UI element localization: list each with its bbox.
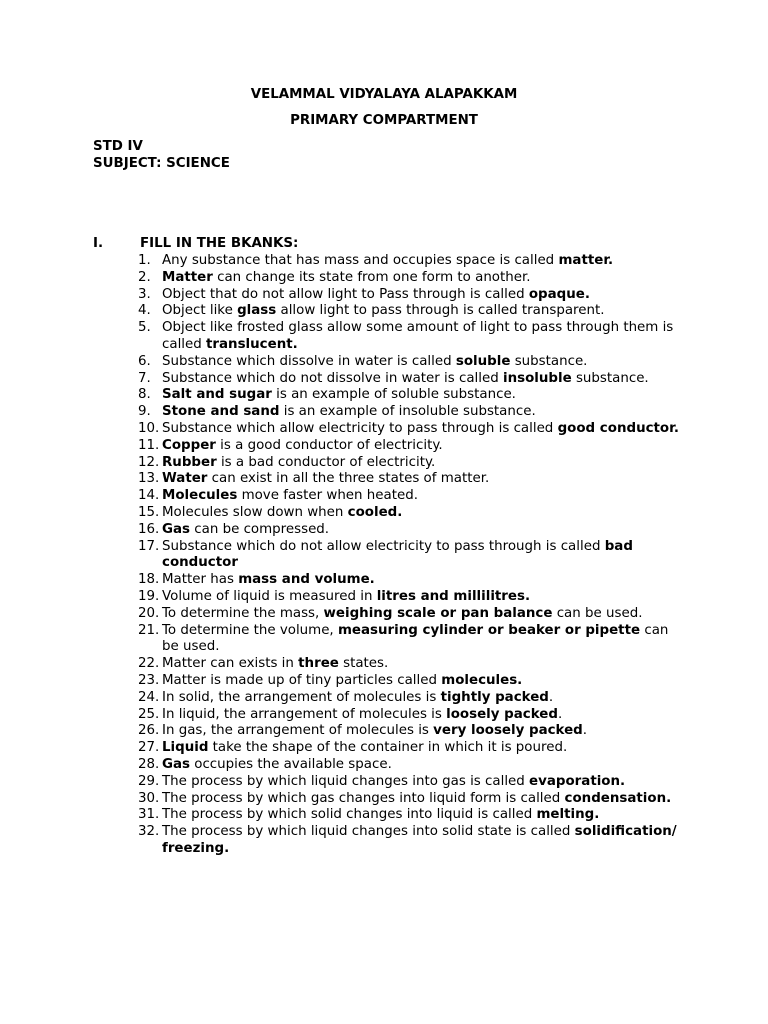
item-text bbox=[162, 320, 673, 352]
answer-text: opaque. bbox=[528, 286, 590, 302]
item-number: 2. bbox=[138, 269, 151, 285]
item-number: 5. bbox=[138, 320, 151, 336]
item-number: 6. bbox=[138, 353, 151, 369]
list-item bbox=[138, 287, 683, 304]
item-text bbox=[162, 824, 677, 856]
question-text: can exist in all the three states of matter. bbox=[207, 471, 490, 487]
question-text: take the shape of the container in which it is poured. bbox=[208, 740, 568, 756]
question-text: To determine the mass, bbox=[162, 605, 324, 621]
item-text bbox=[162, 303, 605, 318]
item-text bbox=[162, 404, 536, 419]
answer-text: Molecules bbox=[162, 488, 238, 504]
list-item bbox=[138, 757, 683, 774]
answer-text: Copper bbox=[162, 437, 216, 453]
question-text: move faster when heated. bbox=[237, 488, 418, 504]
question-text: substance. bbox=[510, 353, 588, 369]
item-text bbox=[162, 791, 671, 806]
item-number: 11. bbox=[138, 437, 160, 453]
item-number: 14. bbox=[138, 488, 160, 504]
question-text: The process by which liquid changes into solid state is called bbox=[162, 824, 575, 840]
question-text: Substance which do not dissolve in water is called bbox=[162, 370, 503, 386]
item-number: 30. bbox=[138, 790, 160, 806]
item-number: 3. bbox=[138, 286, 151, 302]
answer-text: three bbox=[298, 656, 339, 672]
question-text: substance. bbox=[571, 370, 649, 386]
list-item bbox=[138, 421, 683, 438]
item-number: 22. bbox=[138, 656, 160, 672]
question-text: is an example of insoluble substance. bbox=[279, 404, 536, 420]
question-text: Molecules slow down when bbox=[162, 504, 348, 520]
question-text: can be used. bbox=[552, 605, 643, 621]
list-item bbox=[138, 774, 683, 791]
item-number: 23. bbox=[138, 672, 160, 688]
item-number: 32. bbox=[138, 824, 160, 840]
list-item bbox=[138, 488, 683, 505]
list-item bbox=[138, 807, 683, 824]
list-item bbox=[138, 320, 683, 354]
item-number: 13. bbox=[138, 471, 160, 487]
answer-text: litres and millilitres. bbox=[376, 588, 531, 604]
question-text: can be compressed. bbox=[190, 521, 330, 537]
list-item bbox=[138, 572, 683, 589]
item-text bbox=[162, 707, 562, 722]
list-item bbox=[138, 623, 683, 657]
item-number: 16. bbox=[138, 521, 160, 537]
item-number: 17. bbox=[138, 538, 160, 554]
answer-text: bad conductor bbox=[162, 538, 633, 571]
item-text bbox=[162, 287, 590, 302]
list-item bbox=[138, 404, 683, 421]
list-item bbox=[138, 253, 683, 270]
answer-text: evaporation. bbox=[529, 773, 626, 789]
item-number: 12. bbox=[138, 454, 160, 470]
item-text bbox=[162, 740, 567, 755]
item-text bbox=[162, 421, 679, 436]
item-text bbox=[162, 371, 649, 386]
section-number: I. bbox=[93, 236, 104, 251]
item-text bbox=[162, 438, 443, 453]
question-text: Substance which dissolve in water is called bbox=[162, 353, 456, 369]
list-item bbox=[138, 438, 683, 455]
question-text: Object like bbox=[162, 303, 238, 319]
question-text: Object that do not allow light to Pass through is called bbox=[162, 286, 529, 302]
item-number: 4. bbox=[138, 303, 151, 319]
answer-text: Gas bbox=[162, 756, 190, 772]
answer-text: Water bbox=[162, 471, 208, 487]
answer-text: tightly packed bbox=[440, 689, 549, 705]
answer-text: Rubber bbox=[162, 454, 217, 470]
item-number: 21. bbox=[138, 622, 160, 638]
answer-text: measuring cylinder or beaker or pipette bbox=[337, 622, 641, 638]
question-text: Matter can exists in bbox=[162, 656, 299, 672]
item-text bbox=[162, 673, 522, 688]
answer-text: insoluble bbox=[503, 370, 572, 386]
question-text: In solid, the arrangement of molecules is bbox=[162, 689, 441, 705]
item-text bbox=[162, 455, 435, 470]
question-text: Matter has bbox=[162, 572, 239, 588]
answer-text: molecules. bbox=[441, 672, 523, 688]
answer-text: mass and volume. bbox=[238, 572, 375, 588]
question-text: In liquid, the arrangement of molecules is bbox=[162, 706, 447, 722]
answer-text: solidification/ freezing. bbox=[162, 824, 677, 856]
std-label: STD IV bbox=[93, 139, 143, 154]
item-number: 28. bbox=[138, 756, 160, 772]
list-item bbox=[138, 522, 683, 539]
item-number: 26. bbox=[138, 723, 160, 739]
list-item bbox=[138, 354, 683, 371]
item-text bbox=[162, 253, 613, 268]
question-text: is an example of soluble substance. bbox=[271, 387, 516, 403]
answer-text: matter. bbox=[558, 253, 614, 268]
item-text bbox=[162, 589, 530, 604]
item-text bbox=[162, 656, 388, 671]
answer-text: glass bbox=[237, 303, 277, 319]
answer-text: weighing scale or pan balance bbox=[323, 605, 553, 621]
list-item bbox=[138, 740, 683, 757]
question-text: can change its state from one form to another. bbox=[212, 269, 531, 285]
item-text bbox=[162, 723, 587, 738]
list-item bbox=[138, 387, 683, 404]
answer-text: translucent. bbox=[206, 336, 298, 352]
school-name: VELAMMAL VIDYALAYA ALAPAKKAM bbox=[250, 87, 518, 102]
item-text bbox=[162, 522, 329, 537]
item-number: 31. bbox=[138, 807, 160, 823]
answer-text: Gas bbox=[162, 521, 190, 537]
list-item bbox=[138, 824, 683, 858]
list-item bbox=[138, 656, 683, 673]
answer-text: good conductor. bbox=[557, 420, 679, 436]
question-text: states. bbox=[338, 656, 389, 672]
answer-text: loosely packed bbox=[446, 706, 558, 722]
item-number: 15. bbox=[138, 504, 160, 520]
item-number: 1. bbox=[138, 253, 151, 268]
item-text bbox=[162, 572, 375, 587]
question-text: Substance which do not allow electricity to pass through is called bbox=[162, 538, 605, 554]
item-text bbox=[162, 471, 489, 486]
answer-text: Liquid bbox=[162, 740, 209, 756]
list-item bbox=[138, 505, 683, 522]
list-item bbox=[138, 455, 683, 472]
answer-text: Stone and sand bbox=[162, 404, 280, 420]
answer-text: cooled. bbox=[347, 504, 403, 520]
list-item bbox=[138, 303, 683, 320]
question-text: The process by which gas changes into liquid form is called bbox=[162, 790, 565, 806]
item-text bbox=[162, 606, 642, 621]
subject-label: SUBJECT: SCIENCE bbox=[93, 156, 230, 171]
answer-text: melting. bbox=[536, 807, 600, 823]
item-text bbox=[162, 387, 516, 402]
item-number: 29. bbox=[138, 773, 160, 789]
list-item bbox=[138, 723, 683, 740]
question-text: The process by which liquid changes into gas is called bbox=[162, 773, 530, 789]
list-item bbox=[138, 690, 683, 707]
question-text: Substance which allow electricity to pass through is called bbox=[162, 420, 558, 436]
item-number: 18. bbox=[138, 572, 160, 588]
item-text bbox=[162, 488, 418, 503]
question-text: The process by which solid changes into liquid is called bbox=[162, 807, 537, 823]
list-item bbox=[138, 791, 683, 808]
list-item bbox=[138, 589, 683, 606]
question-text: In gas, the arrangement of molecules is bbox=[162, 723, 434, 739]
question-text: allow light to pass through is called transparent. bbox=[276, 303, 605, 319]
question-text: is a bad conductor of electricity. bbox=[216, 454, 436, 470]
section-title: FILL IN THE BKANKS: bbox=[140, 236, 299, 251]
item-number: 24. bbox=[138, 689, 160, 705]
item-number: 27. bbox=[138, 740, 160, 756]
item-text bbox=[162, 807, 599, 822]
compartment-title: PRIMARY COMPARTMENT bbox=[290, 113, 478, 128]
list-item bbox=[138, 606, 683, 623]
question-text: Matter is made up of tiny particles called bbox=[162, 672, 442, 688]
item-number: 9. bbox=[138, 404, 151, 420]
item-number: 20. bbox=[138, 605, 160, 621]
list-item bbox=[138, 471, 683, 488]
answer-text: Salt and sugar bbox=[162, 387, 272, 403]
list-item bbox=[138, 707, 683, 724]
item-text bbox=[162, 354, 587, 369]
question-text: Any substance that has mass and occupies space is called bbox=[162, 253, 559, 268]
answer-text: Matter bbox=[162, 269, 213, 285]
item-number: 25. bbox=[138, 706, 160, 722]
answer-text: soluble bbox=[455, 353, 511, 369]
answer-text: very loosely packed bbox=[433, 723, 583, 739]
question-text: . bbox=[557, 706, 563, 722]
item-text bbox=[162, 505, 402, 520]
question-text: Volume of liquid is measured in bbox=[162, 588, 377, 604]
item-text bbox=[162, 539, 633, 571]
list-item bbox=[138, 673, 683, 690]
answer-text: condensation. bbox=[564, 790, 672, 806]
question-text: . bbox=[548, 689, 554, 705]
list-item bbox=[138, 270, 683, 287]
item-number: 19. bbox=[138, 588, 160, 604]
item-text bbox=[162, 623, 668, 655]
question-text: occupies the available space. bbox=[190, 756, 392, 772]
item-text bbox=[162, 774, 625, 789]
question-text: can be used. bbox=[162, 622, 669, 655]
question-list bbox=[138, 253, 683, 858]
question-text: is a good conductor of electricity. bbox=[215, 437, 443, 453]
question-text: . bbox=[582, 723, 588, 739]
question-text: To determine the volume, bbox=[162, 622, 338, 638]
item-number: 10. bbox=[138, 420, 160, 436]
question-text: Object like frosted glass allow some amount of light to pass through them is called bbox=[162, 320, 674, 352]
item-number: 7. bbox=[138, 370, 151, 386]
list-item bbox=[138, 539, 683, 573]
item-text bbox=[162, 757, 392, 772]
item-text bbox=[162, 270, 531, 285]
item-number: 8. bbox=[138, 387, 151, 403]
list-item bbox=[138, 371, 683, 388]
item-text bbox=[162, 690, 553, 705]
